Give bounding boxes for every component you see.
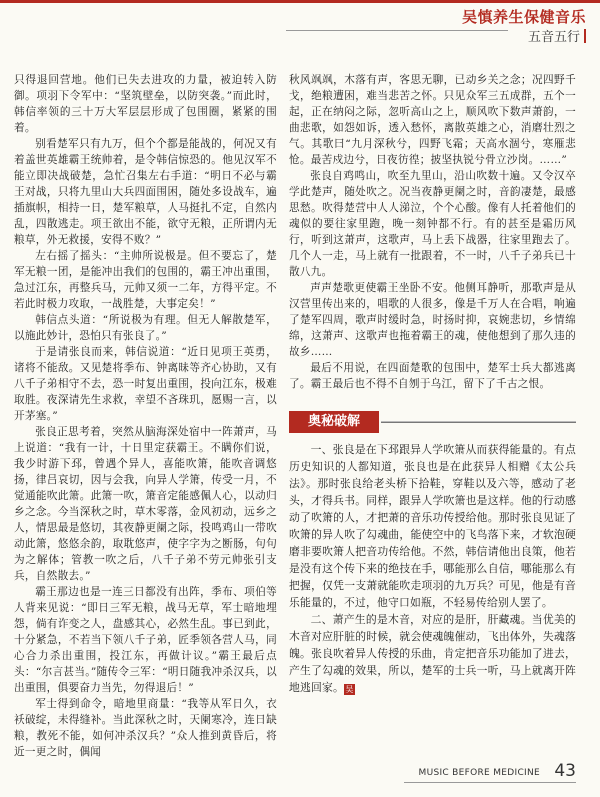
footer-brand: MUSIC BEFORE MEDICINE <box>418 768 540 778</box>
paragraph: 霸王那边也是一连三日都没有出阵，季布、项伯等人背来见说：“即日三军无粮，战马无草，军士暗地埋怨，倘有诈变之人，盘感其心，必然生乱。事已到此，十分紧急，不若当下领八千子弟，匠季领各营人马，同心合力杀出重围，投江东，再做计议。”霸王最后点头：“尔言甚当。”随传令三军：“明日随我冲杀汉兵，以出重围，俱要奋力当先，勿得退后！” <box>14 586 277 694</box>
magazine-title: 吴慎养生保健音乐 <box>461 8 586 26</box>
column-subtitle-text: 五音五行 <box>527 30 580 45</box>
analysis-paragraph-text: 二、萧产生的是木音，对应的是肝，肝藏魂。当优美的木音对应肝脏的时候，就会使魂魄催动，飞出体外，失魂落魄。张良吹着异人传授的乐曲，肯定把音乐功能加了进去，产生了勾魂的效果，所以，楚军的士兵一听，马上就离开阵地逃回家。 <box>289 613 576 694</box>
paragraph: 声声楚歌更使霸王坐卧不安。他侧耳静听，那歌声是从汉营里传出来的，唱歌的人很多，像是千万人在合唱，响遍了楚军四周，歌声时缓时急，时扬时抑，哀婉悲切，乡情绵绵，这萧声、这歌声也拖着霸王的魂，使他想到了那久违的故乡…… <box>289 282 576 358</box>
paragraph: 韩信点头道：“所说极为有理。但无人解散楚军，以施此妙计，恐怕只有张良了。” <box>14 314 277 342</box>
paragraph: 秋风飒飒，木落有声，客思无聊，已动乡关之念；况四野千戈，绝粮遭困，难当悲苦之怀。只见众军三五成群，五个一起，正在纳闷之际，忽听高山之上，顺风吹下数声萧韵，一曲悲歌，如怨如诉，透入愁怀，离散英雄之心，消磨壮烈之气。其歌曰“九月深秋兮，四野飞霜；天高水涸兮，寒雁悲怆。最苦戍边兮，日夜彷徨；披坚执锐兮骨立沙岗。……” <box>289 74 576 166</box>
paragraph: 最后不用说，在四面楚歌的包围中，楚军士兵大都逃离了。霸王最后也不得不自刎于乌江，留下了千古之恨。 <box>289 362 576 390</box>
paragraph: 只得退回营地。他们已失去进攻的力量，被迫转入防御。项羽下令军中：“坚筑壁垒，以防突袭。”而此时，韩信率领的三十万大军层层形成了包围圈，紧紧的围着。 <box>14 74 277 134</box>
end-mark-icon: 吴 <box>345 685 354 694</box>
paragraph: 于是请张良而来，韩信说道：“近日见项王英勇，诸将不能敌。又见楚将季布、钟离昧等齐心协助，又有八千子弟相守不去，恐一时复出重围，投向江东，极难取胜。夜深请先生求救，幸望不吝珠玑，愿赐一言，以开茅塞。” <box>14 346 277 422</box>
section-header <box>289 411 576 433</box>
analysis-paragraph: 一、张良是在下邳跟异人学吹箫从而获得能量的。有点历史知识的人都知道，张良也是在此获异人相赠《太公兵法》。那时张良给老头桥下拾鞋，穿鞋以及六等，感动了老头，才得兵书。同样，跟异人学吹箫也是这样。他的行动感动了吹箫的人，才把萧的音乐功传授给他。那时张良见证了吹箫的异人吹了勾魂曲，能使空中的飞鸟落下来，才软泡硬磨非要吹箫人把音功传给他。不然，韩信请他出良策，他若是没有这个传下来的绝技在手，哪能那么自信，哪能那么有把握，仅凭一支萧就能吹走项羽的九万兵？可见，他是有音乐能量的，不过，他守口如瓶，不轻易传给别人罢了。 <box>289 443 576 609</box>
page-number: 43 <box>554 761 576 781</box>
top-accent-rule <box>0 0 600 3</box>
section-label: 奥秘破解 <box>289 411 379 433</box>
footer-divider <box>404 782 576 783</box>
column-subtitle <box>462 29 586 46</box>
right-column <box>289 72 576 392</box>
analysis-section <box>289 441 576 696</box>
paragraph: 张良自鸡鸣山，吹至九里山，沿山吹数十遍。又令汉卒学此楚声，随处吹之。况当夜静更阑之时，音韵凄楚，最感思愁。吹得楚营中人人涕泣，个个心酸。像有人托着他们的魂似的要往家里跑，晚一刻钟都不行。有的甚至是霜历风行，听到这萧声，这歌声，马上丢下战器，往家里跑去了。几个人一走，马上就有一批跟着，不一时，八千子弟兵已十散八九。 <box>289 170 576 278</box>
paragraph: 左右摇了摇头：“主帅所说极是。但不要忘了，楚军无粮一团，是能冲出我们的包围的，霸王冲出重围，急过江东，再整兵马，元帅又须一二年，方得平定。不若此时极力攻取，一战胜楚，大事定矣！” <box>14 250 277 310</box>
section-divider <box>381 421 576 423</box>
paragraph: 张良正思考着，突然从脑海深处宿中一阵萧声，马上说道：“我有一计，十日里定获霸王。不瞒你们说，我少时游下邳，曾遇个异人，喜能吹箫，能吹音调悠扬，律吕哀切，因与会我，向异人学箫，传受一月，不觉通能吹此箫。此箫一吹，箫音定能感佩人心，以动归乡之念。今当深秋之时，草木零落，金风初动，远乡之人，情思最是悠切，其夜静更阑之际，投鸣鸡山一带吹动此箫，悠悠余韵，取耽悠声，使字字为之断肠，句句为之解体；管教一吹之后，八千子弟不劳元帅张引支兵，自然散去。” <box>14 426 277 582</box>
page-footer <box>404 760 576 786</box>
page-header <box>462 8 586 46</box>
subtitle-bar-icon <box>584 29 586 43</box>
analysis-paragraph <box>289 611 576 696</box>
paragraph: 别看楚军只有九万，但个个都是能战的，何况又有着盖世英雄霸王统帅着，是令韩信惊恐的。他见汉军不能立即决战破楚，急忙召集左右手道：“明日不必与霸王对战，只将九里山大兵四面围困，随处多设战车，遍插旗帜，相持一日，楚军粮草，人马挺扎不定，自然内乱，四散逃走。项王欲出不能，欲守无粮，正所谓内无粮草，外无救援，安得不败？” <box>14 138 277 246</box>
left-column <box>14 72 277 760</box>
paragraph: 军士得到命令，暗地里商量：“我等从军日久，衣袄破绽，未得缝补。当此深秋之时，天阑寒冷，连日缺粮，教死不能，如何冲杀汉兵？”众人推到黄昏后，将近一更之时，偶闻 <box>14 698 277 758</box>
header-divider <box>286 30 508 31</box>
